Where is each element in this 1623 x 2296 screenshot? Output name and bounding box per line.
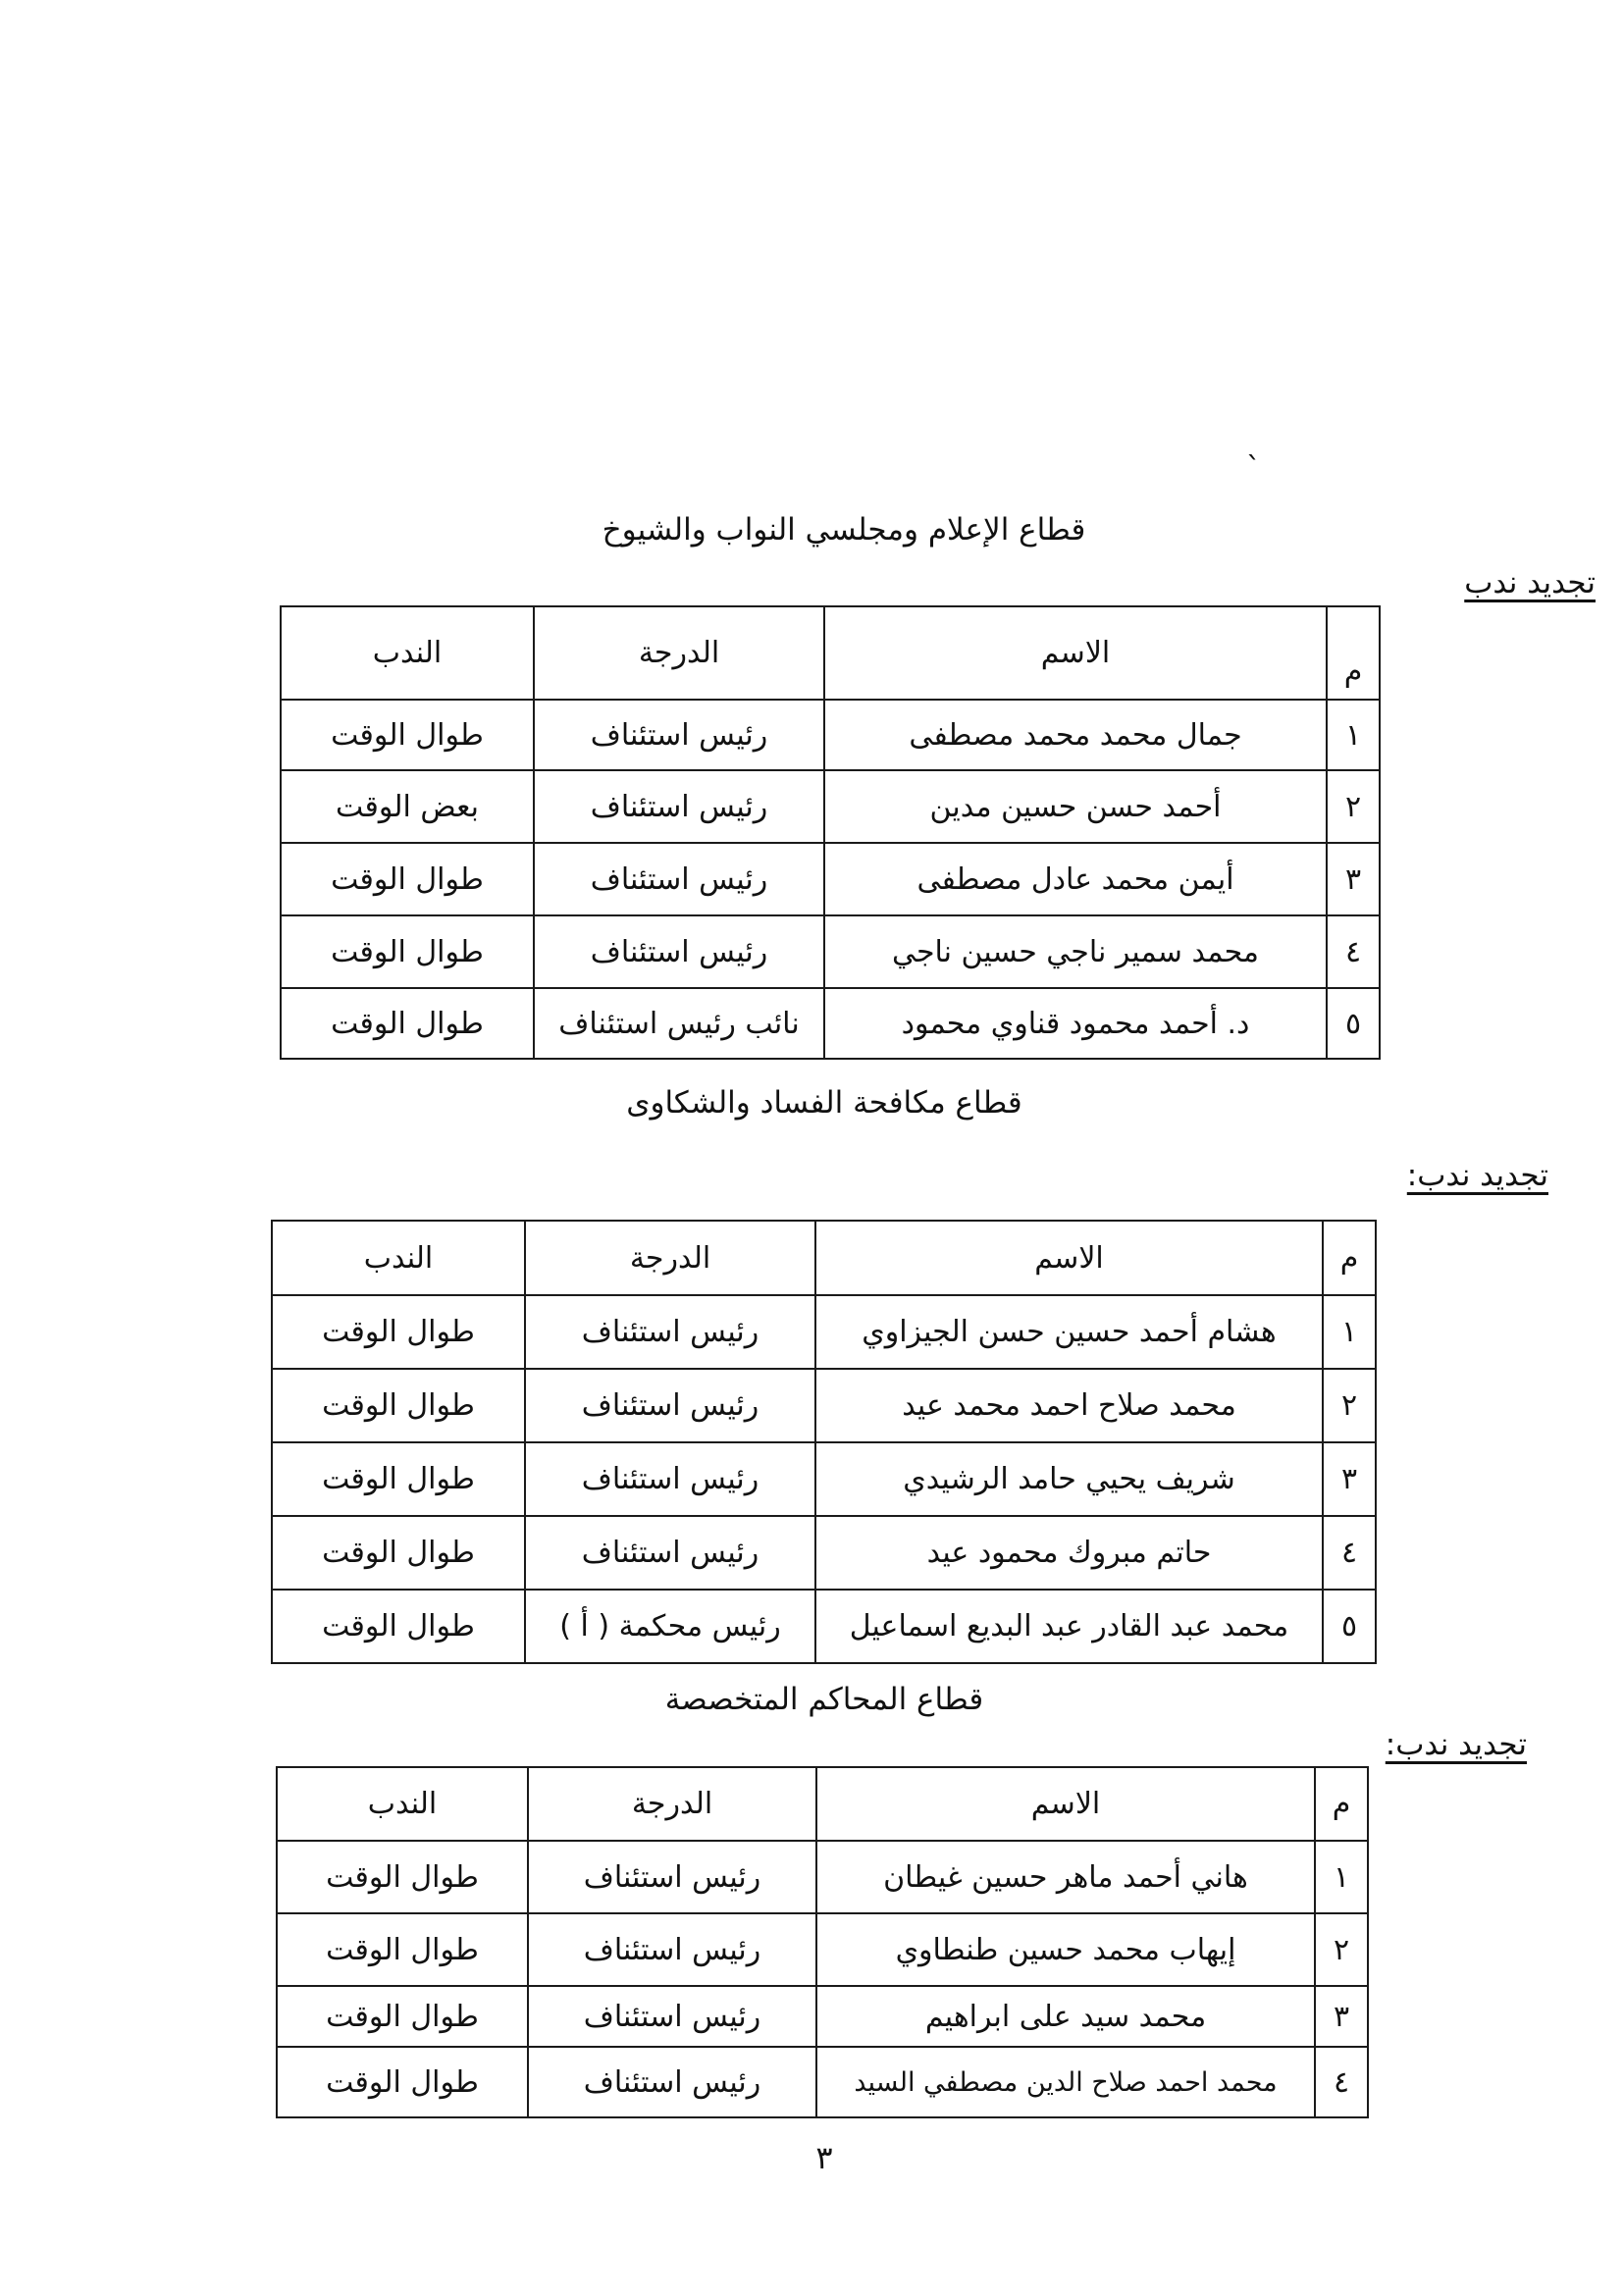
row-num: ٢ bbox=[1315, 1913, 1368, 1986]
row-name: حاتم مبروك محمود عيد bbox=[815, 1516, 1323, 1590]
row-name: د. أحمد محمود قناوي محمود bbox=[824, 988, 1327, 1059]
row-num: ٥ bbox=[1327, 988, 1380, 1059]
header-assignment: الندب bbox=[277, 1767, 528, 1841]
table-header-row bbox=[281, 606, 1380, 700]
row-num: ١ bbox=[1323, 1295, 1376, 1369]
row-name: شريف يحيي حامد الرشيدي bbox=[815, 1442, 1323, 1516]
table-row bbox=[272, 1295, 1376, 1369]
row-name: محمد سيد على ابراهيم bbox=[816, 1986, 1315, 2047]
row-num: ٣ bbox=[1315, 1986, 1368, 2047]
row-name: محمد عبد القادر عبد البديع اسماعيل bbox=[815, 1590, 1323, 1663]
table-row bbox=[277, 1913, 1368, 1986]
row-num: ١ bbox=[1315, 1841, 1368, 1913]
header-name: الاسم bbox=[816, 1767, 1315, 1841]
row-assignment: طوال الوقت bbox=[272, 1516, 525, 1590]
row-grade: نائب رئيس استئناف bbox=[534, 988, 824, 1059]
header-grade: الدرجة bbox=[528, 1767, 816, 1841]
row-grade: رئيس استئناف bbox=[534, 843, 824, 915]
table-header-row bbox=[277, 1767, 1368, 1841]
row-grade: رئيس استئناف bbox=[528, 2047, 816, 2117]
row-name: محمد صلاح احمد محمد عيد bbox=[815, 1369, 1323, 1442]
row-assignment: طوال الوقت bbox=[277, 1841, 528, 1913]
header-name: الاسم bbox=[815, 1221, 1323, 1295]
table-header-row bbox=[272, 1221, 1376, 1295]
section-subheading-specialized-courts: تجديد ندب: bbox=[1385, 1727, 1527, 1762]
row-assignment: طوال الوقت bbox=[277, 1913, 528, 1986]
row-grade: رئيس محكمة ( أ ) bbox=[525, 1590, 815, 1663]
row-name: محمد سمير ناجي حسين ناجي bbox=[824, 915, 1327, 988]
table-row bbox=[281, 770, 1380, 843]
table-row bbox=[281, 700, 1380, 770]
table-row bbox=[277, 1841, 1368, 1913]
table-row bbox=[281, 915, 1380, 988]
row-assignment: طوال الوقت bbox=[272, 1369, 525, 1442]
row-grade: رئيس استئناف bbox=[534, 915, 824, 988]
row-assignment: طوال الوقت bbox=[272, 1295, 525, 1369]
row-grade: رئيس استئناف bbox=[525, 1442, 815, 1516]
row-num: ١ bbox=[1327, 700, 1380, 770]
table-row bbox=[272, 1369, 1376, 1442]
header-name: الاسم bbox=[824, 606, 1327, 700]
row-num: ٢ bbox=[1323, 1369, 1376, 1442]
row-num: ٢ bbox=[1327, 770, 1380, 843]
row-assignment: طوال الوقت bbox=[272, 1442, 525, 1516]
table-row bbox=[272, 1516, 1376, 1590]
table-row bbox=[272, 1590, 1376, 1663]
section-title-anticorruption: قطاع مكافحة الفساد والشكاوى bbox=[626, 1085, 1022, 1121]
header-num: م bbox=[1315, 1767, 1368, 1841]
row-name: جمال محمد محمد مصطفى bbox=[824, 700, 1327, 770]
table-row bbox=[272, 1442, 1376, 1516]
section-subheading-media: تجديد ندب bbox=[1464, 565, 1596, 600]
header-num: م bbox=[1327, 606, 1380, 700]
row-num: ٤ bbox=[1327, 915, 1380, 988]
row-assignment: بعض الوقت bbox=[281, 770, 534, 843]
row-grade: رئيس استئناف bbox=[534, 700, 824, 770]
row-name: هشام أحمد حسين حسن الجيزاوي bbox=[815, 1295, 1323, 1369]
row-grade: رئيس استئناف bbox=[525, 1369, 815, 1442]
header-grade: الدرجة bbox=[525, 1221, 815, 1295]
header-assignment: الندب bbox=[281, 606, 534, 700]
row-name: محمد احمد صلاح الدين مصطفي السيد bbox=[816, 2047, 1315, 2117]
section-title-media: قطاع الإعلام ومجلسي النواب والشيوخ bbox=[602, 512, 1086, 548]
row-name: إيهاب محمد حسين طنطاوي bbox=[816, 1913, 1315, 1986]
row-assignment: طوال الوقت bbox=[281, 988, 534, 1059]
row-assignment: طوال الوقت bbox=[277, 2047, 528, 2117]
table-media bbox=[280, 605, 1381, 1060]
section-subheading-anticorruption: تجديد ندب: bbox=[1406, 1158, 1548, 1193]
row-assignment: طوال الوقت bbox=[281, 700, 534, 770]
table-row bbox=[277, 1986, 1368, 2047]
row-assignment: طوال الوقت bbox=[281, 843, 534, 915]
row-assignment: طوال الوقت bbox=[277, 1986, 528, 2047]
table-anticorruption bbox=[271, 1220, 1377, 1664]
row-grade: رئيس استئناف bbox=[528, 1841, 816, 1913]
row-num: ٤ bbox=[1323, 1516, 1376, 1590]
row-grade: رئيس استئناف bbox=[525, 1295, 815, 1369]
table-row bbox=[281, 988, 1380, 1059]
row-num: ٣ bbox=[1323, 1442, 1376, 1516]
row-assignment: طوال الوقت bbox=[272, 1590, 525, 1663]
row-grade: رئيس استئناف bbox=[528, 1986, 816, 2047]
row-name: أيمن محمد عادل مصطفى bbox=[824, 843, 1327, 915]
row-name: أحمد حسن حسين مدين bbox=[824, 770, 1327, 843]
page-number: ٣ bbox=[815, 2139, 833, 2176]
row-grade: رئيس استئناف bbox=[534, 770, 824, 843]
row-name: هاني أحمد ماهر حسين غيطان bbox=[816, 1841, 1315, 1913]
row-grade: رئيس استئناف bbox=[525, 1516, 815, 1590]
row-num: ٣ bbox=[1327, 843, 1380, 915]
stray-mark: ` bbox=[1246, 451, 1261, 486]
row-num: ٤ bbox=[1315, 2047, 1368, 2117]
header-grade: الدرجة bbox=[534, 606, 824, 700]
table-row bbox=[281, 843, 1380, 915]
row-assignment: طوال الوقت bbox=[281, 915, 534, 988]
row-num: ٥ bbox=[1323, 1590, 1376, 1663]
row-grade: رئيس استئناف bbox=[528, 1913, 816, 1986]
header-assignment: الندب bbox=[272, 1221, 525, 1295]
header-num: م bbox=[1323, 1221, 1376, 1295]
table-specialized-courts bbox=[276, 1766, 1369, 2118]
section-title-specialized-courts: قطاع المحاكم المتخصصة bbox=[664, 1682, 984, 1717]
table-row bbox=[277, 2047, 1368, 2117]
